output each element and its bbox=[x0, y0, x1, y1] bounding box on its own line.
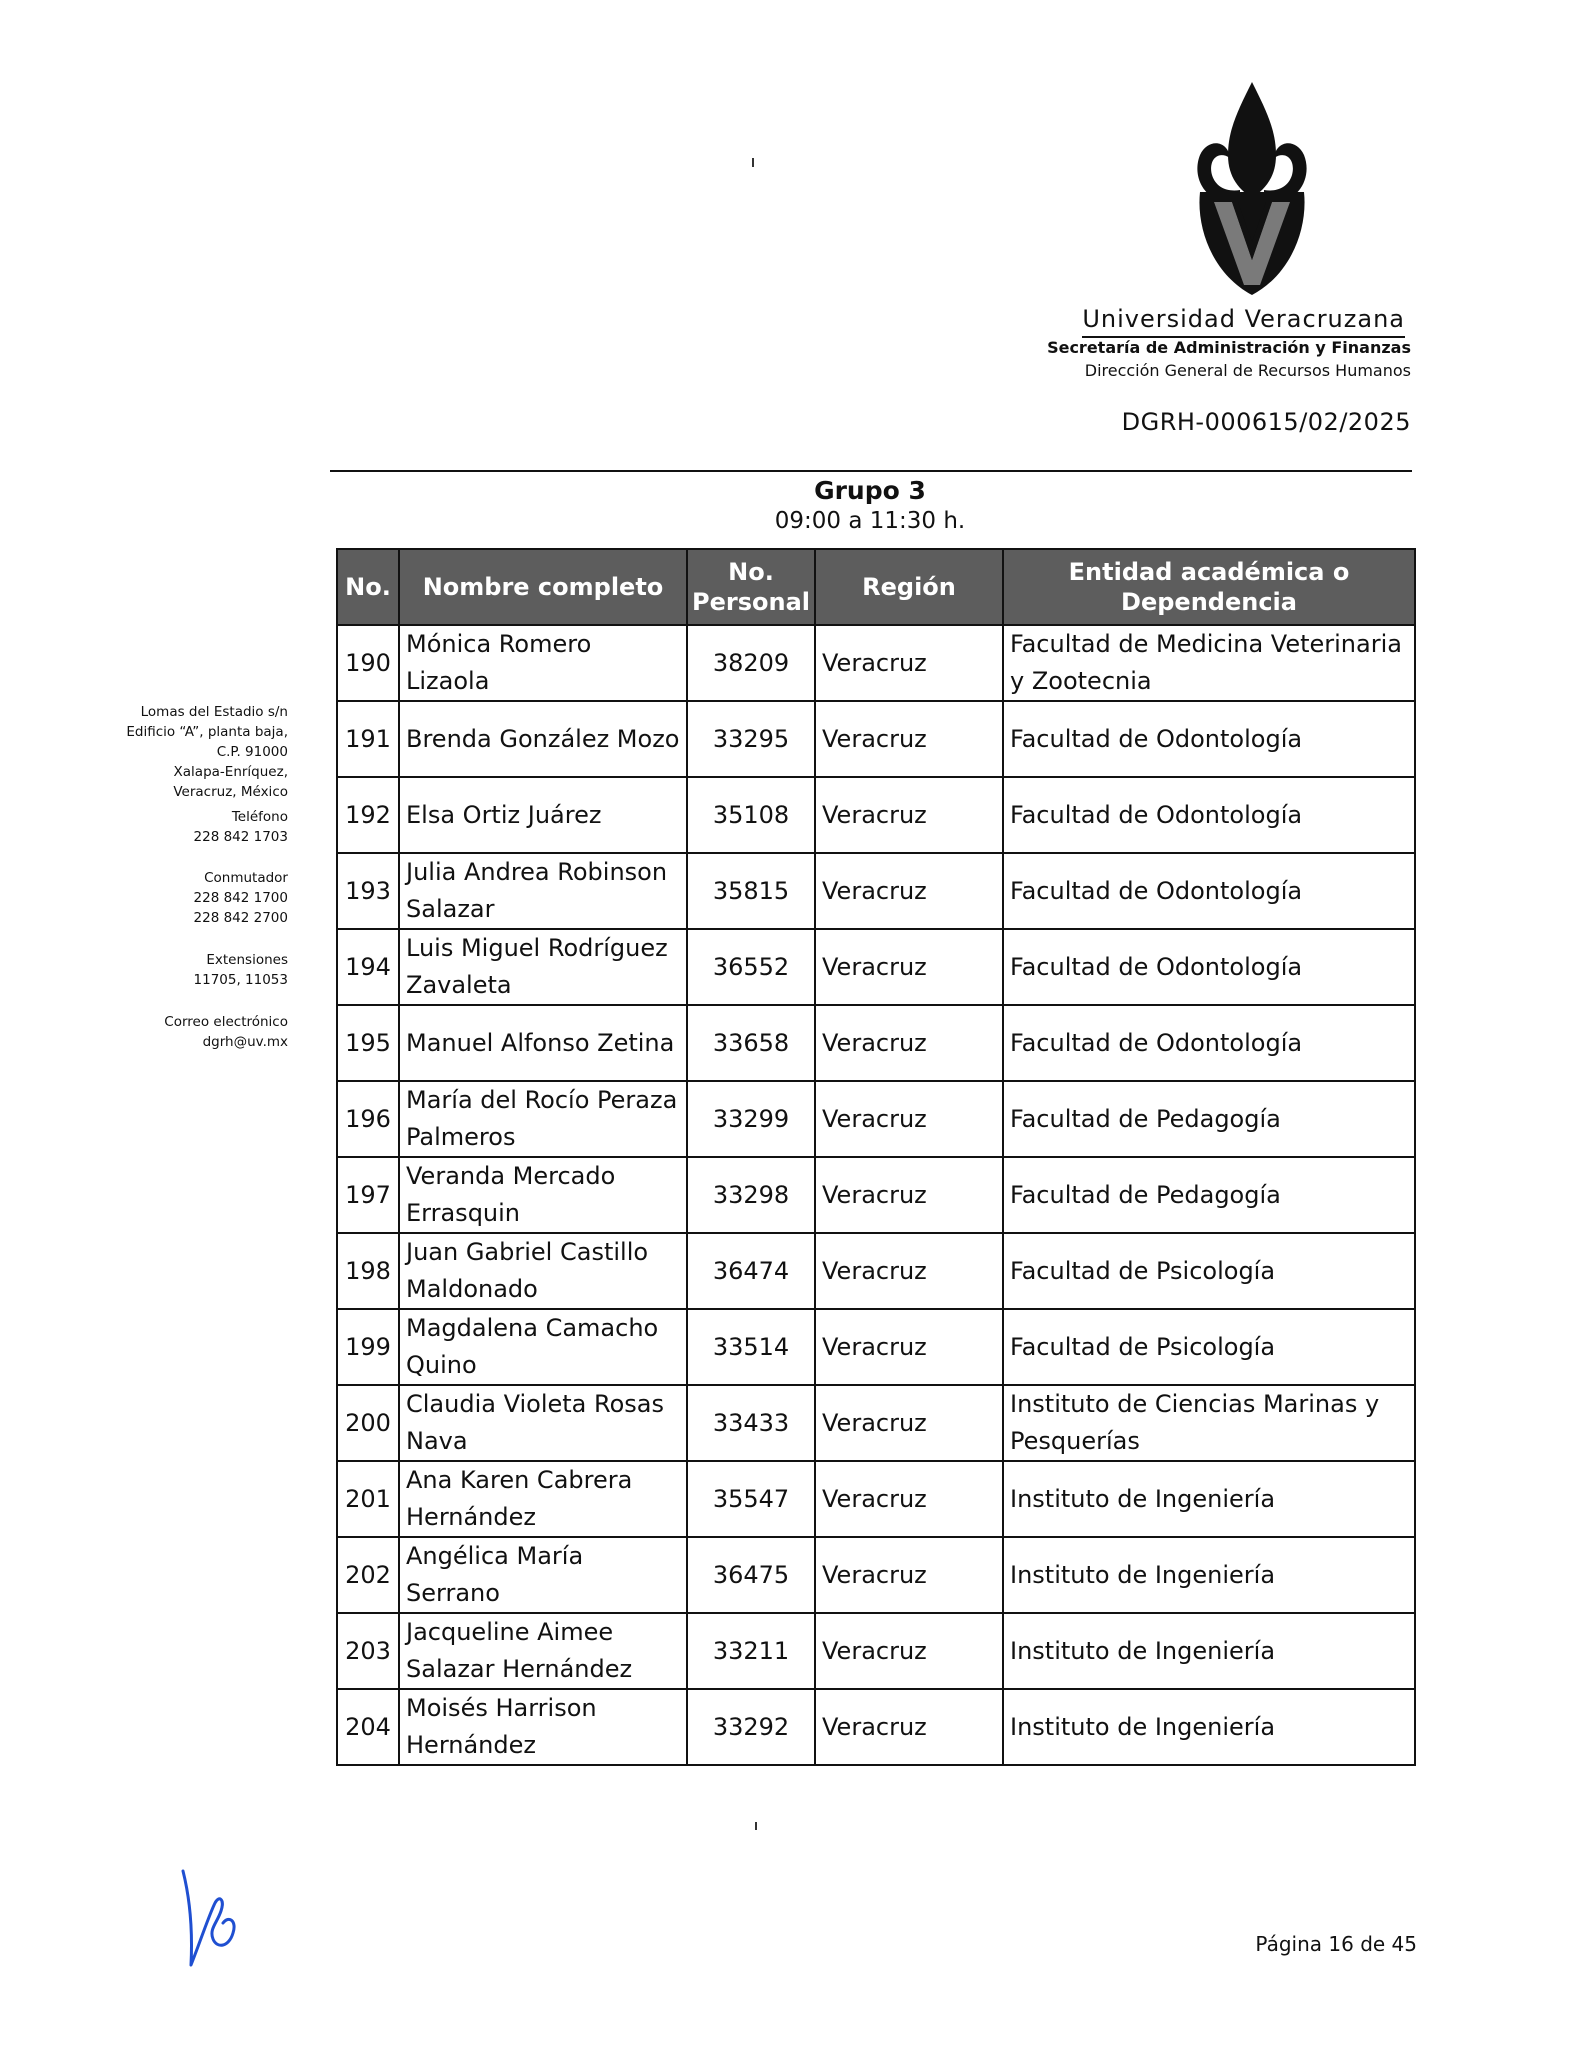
cell-no: 203 bbox=[337, 1613, 399, 1689]
university-logo bbox=[1170, 80, 1335, 300]
roster-table bbox=[336, 548, 1416, 1766]
direction-name: Dirección General de Recursos Humanos bbox=[1084, 361, 1411, 380]
cell-name: Mónica Romero Lizaola bbox=[399, 625, 687, 701]
cell-personal: 36474 bbox=[687, 1233, 815, 1309]
university-name: Universidad Veracruzana bbox=[1082, 305, 1405, 338]
cell-entity: Facultad de Odontología bbox=[1003, 929, 1415, 1005]
cell-entity: Instituto de Ingeniería bbox=[1003, 1537, 1415, 1613]
cell-name: María del Rocío Peraza Palmeros bbox=[399, 1081, 687, 1157]
cell-region: Veracruz bbox=[815, 625, 1003, 701]
column-header-region: Región bbox=[815, 549, 1003, 625]
cell-no: 196 bbox=[337, 1081, 399, 1157]
scan-mark bbox=[755, 1822, 757, 1830]
cell-region: Veracruz bbox=[815, 1157, 1003, 1233]
cell-no: 191 bbox=[337, 701, 399, 777]
cell-no: 204 bbox=[337, 1689, 399, 1765]
email-label: Correo electrónico bbox=[164, 1014, 288, 1030]
cell-entity: Facultad de Odontología bbox=[1003, 853, 1415, 929]
cell-name: Veranda Mercado Errasquin bbox=[399, 1157, 687, 1233]
address-line: C.P. 91000 bbox=[216, 744, 288, 760]
cell-region: Veracruz bbox=[815, 1081, 1003, 1157]
cell-personal: 33514 bbox=[687, 1309, 815, 1385]
cell-name: Ana Karen Cabrera Hernández bbox=[399, 1461, 687, 1537]
cell-no: 201 bbox=[337, 1461, 399, 1537]
address-line: Edificio “A”, planta baja, bbox=[126, 724, 288, 740]
handwritten-signature bbox=[175, 1865, 245, 1975]
sidebar-switchboard bbox=[100, 868, 288, 928]
column-header-name: Nombre completo bbox=[399, 549, 687, 625]
secretariat-name: Secretaría de Administración y Finanzas bbox=[1047, 338, 1411, 357]
table-row bbox=[337, 1157, 1415, 1233]
cell-personal: 36552 bbox=[687, 929, 815, 1005]
cell-region: Veracruz bbox=[815, 929, 1003, 1005]
address-line: Xalapa-Enríquez, bbox=[173, 764, 288, 780]
cell-name: Claudia Violeta Rosas Nava bbox=[399, 1385, 687, 1461]
cell-entity: Facultad de Odontología bbox=[1003, 777, 1415, 853]
cell-name: Magdalena Camacho Quino bbox=[399, 1309, 687, 1385]
cell-region: Veracruz bbox=[815, 1613, 1003, 1689]
cell-region: Veracruz bbox=[815, 777, 1003, 853]
column-header-no: No. bbox=[337, 549, 399, 625]
cell-personal: 33298 bbox=[687, 1157, 815, 1233]
sidebar-email bbox=[100, 1012, 288, 1052]
cell-no: 192 bbox=[337, 777, 399, 853]
cell-entity: Facultad de Pedagogía bbox=[1003, 1081, 1415, 1157]
cell-entity: Instituto de Ingeniería bbox=[1003, 1461, 1415, 1537]
table-row bbox=[337, 1005, 1415, 1081]
cell-no: 194 bbox=[337, 929, 399, 1005]
cell-no: 198 bbox=[337, 1233, 399, 1309]
cell-name: Luis Miguel Rodríguez Zavaleta bbox=[399, 929, 687, 1005]
cell-entity: Facultad de Odontología bbox=[1003, 701, 1415, 777]
document-reference: DGRH-000615/02/2025 bbox=[1121, 408, 1411, 436]
table-row bbox=[337, 853, 1415, 929]
cell-no: 202 bbox=[337, 1537, 399, 1613]
cell-region: Veracruz bbox=[815, 1309, 1003, 1385]
phone-number: 228 842 1703 bbox=[193, 829, 288, 845]
cell-name: Elsa Ortiz Juárez bbox=[399, 777, 687, 853]
cell-personal: 33299 bbox=[687, 1081, 815, 1157]
cell-entity: Instituto de Ingeniería bbox=[1003, 1613, 1415, 1689]
cell-name: Juan Gabriel Castillo Maldonado bbox=[399, 1233, 687, 1309]
phone-label: Teléfono bbox=[231, 809, 288, 825]
sidebar-extensions bbox=[100, 950, 288, 990]
cell-no: 190 bbox=[337, 625, 399, 701]
cell-region: Veracruz bbox=[815, 1537, 1003, 1613]
cell-region: Veracruz bbox=[815, 1005, 1003, 1081]
cell-name: Angélica María Serrano bbox=[399, 1537, 687, 1613]
sidebar-phone bbox=[100, 807, 288, 847]
cell-region: Veracruz bbox=[815, 1233, 1003, 1309]
cell-name: Julia Andrea Robinson Salazar bbox=[399, 853, 687, 929]
cell-region: Veracruz bbox=[815, 853, 1003, 929]
cell-personal: 33658 bbox=[687, 1005, 815, 1081]
sidebar-address bbox=[100, 702, 288, 802]
cell-name: Moisés Harrison Hernández bbox=[399, 1689, 687, 1765]
cell-entity: Instituto de Ciencias Marinas y Pesquerías bbox=[1003, 1385, 1415, 1461]
cell-personal: 33211 bbox=[687, 1613, 815, 1689]
cell-no: 199 bbox=[337, 1309, 399, 1385]
cell-no: 193 bbox=[337, 853, 399, 929]
group-title: Grupo 3 bbox=[814, 476, 926, 505]
cell-entity: Facultad de Pedagogía bbox=[1003, 1157, 1415, 1233]
table-row bbox=[337, 1309, 1415, 1385]
page-number: Página 16 de 45 bbox=[1255, 1932, 1417, 1956]
cell-entity: Facultad de Psicología bbox=[1003, 1309, 1415, 1385]
cell-entity: Facultad de Odontología bbox=[1003, 1005, 1415, 1081]
table-row bbox=[337, 1233, 1415, 1309]
cell-personal: 36475 bbox=[687, 1537, 815, 1613]
column-header-personal: No. Personal bbox=[687, 549, 815, 625]
address-line: Veracruz, México bbox=[173, 784, 288, 800]
cell-personal: 38209 bbox=[687, 625, 815, 701]
cell-personal: 33295 bbox=[687, 701, 815, 777]
table-row bbox=[337, 1537, 1415, 1613]
cell-personal: 35547 bbox=[687, 1461, 815, 1537]
cell-region: Veracruz bbox=[815, 701, 1003, 777]
cell-name: Brenda González Mozo bbox=[399, 701, 687, 777]
extensions-label: Extensiones bbox=[206, 952, 288, 968]
cell-entity: Instituto de Ingeniería bbox=[1003, 1689, 1415, 1765]
extensions-value: 11705, 11053 bbox=[193, 972, 288, 988]
cell-no: 195 bbox=[337, 1005, 399, 1081]
table-row bbox=[337, 1081, 1415, 1157]
cell-personal: 33433 bbox=[687, 1385, 815, 1461]
address-line: Lomas del Estadio s/n bbox=[140, 704, 288, 720]
switchboard-number: 228 842 1700 bbox=[193, 890, 288, 906]
table-header-row bbox=[337, 549, 1415, 625]
table-row bbox=[337, 1461, 1415, 1537]
email-value: dgrh@uv.mx bbox=[202, 1034, 288, 1050]
cell-no: 200 bbox=[337, 1385, 399, 1461]
cell-entity: Facultad de Psicología bbox=[1003, 1233, 1415, 1309]
cell-entity: Facultad de Medicina Veterinaria y Zootecnia bbox=[1003, 625, 1415, 701]
table-row bbox=[337, 1613, 1415, 1689]
table-row bbox=[337, 701, 1415, 777]
cell-region: Veracruz bbox=[815, 1385, 1003, 1461]
table-row bbox=[337, 929, 1415, 1005]
table-row bbox=[337, 1385, 1415, 1461]
cell-region: Veracruz bbox=[815, 1461, 1003, 1537]
cell-personal: 35108 bbox=[687, 777, 815, 853]
column-header-entity: Entidad académica o Dependencia bbox=[1003, 549, 1415, 625]
table-row bbox=[337, 777, 1415, 853]
table-row bbox=[337, 625, 1415, 701]
scan-mark bbox=[752, 158, 754, 167]
cell-personal: 33292 bbox=[687, 1689, 815, 1765]
cell-name: Manuel Alfonso Zetina bbox=[399, 1005, 687, 1081]
cell-region: Veracruz bbox=[815, 1689, 1003, 1765]
group-schedule: 09:00 a 11:30 h. bbox=[774, 508, 966, 534]
switchboard-number: 228 842 2700 bbox=[193, 910, 288, 926]
cell-name: Jacqueline Aimee Salazar Hernández bbox=[399, 1613, 687, 1689]
cell-personal: 35815 bbox=[687, 853, 815, 929]
cell-no: 197 bbox=[337, 1157, 399, 1233]
switchboard-label: Conmutador bbox=[204, 870, 288, 886]
table-row bbox=[337, 1689, 1415, 1765]
header-divider bbox=[330, 470, 1412, 472]
